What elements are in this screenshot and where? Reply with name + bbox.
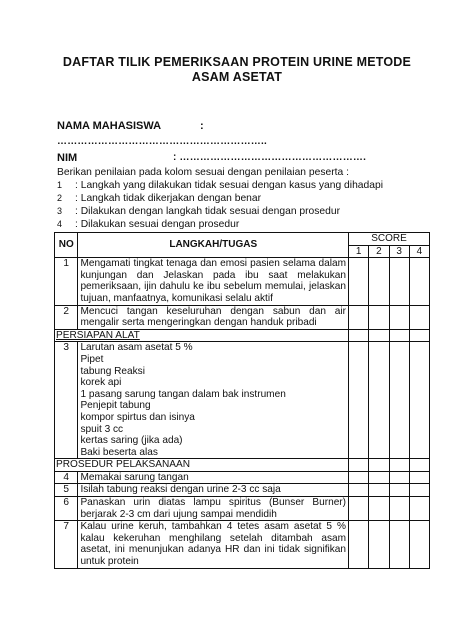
- score-cell[interactable]: [409, 484, 429, 497]
- score-cell[interactable]: [389, 258, 409, 305]
- nim-label: NIM: [57, 152, 78, 164]
- student-name-colon: :: [200, 120, 204, 132]
- row-step: [78, 342, 349, 459]
- row-number: 7: [55, 521, 78, 568]
- score-cell[interactable]: [389, 305, 409, 329]
- score-cell[interactable]: [389, 484, 409, 497]
- legend-text: : Langkah yang dilakukan tidak sesuai dengan kasus yang dihadapi: [75, 180, 383, 191]
- score-cell[interactable]: [369, 521, 389, 568]
- equipment-item: Larutan asam asetat 5 %: [80, 342, 193, 354]
- row-number: 2: [55, 305, 78, 329]
- legend-item: [57, 219, 239, 230]
- equipment-item: Penjepit tabung: [80, 400, 151, 412]
- row-number: 6: [55, 497, 78, 521]
- legend-text: : Dilakukan dengan langkah tidak sesuai dengan prosedur: [75, 206, 341, 217]
- score-column-2: 2: [369, 245, 389, 258]
- score-cell[interactable]: [389, 471, 409, 484]
- equipment-item: kompor spirtus dan isinya: [80, 411, 195, 423]
- score-cell[interactable]: [349, 258, 369, 305]
- score-cell[interactable]: [349, 484, 369, 497]
- score-cell[interactable]: [369, 305, 389, 329]
- score-cell[interactable]: [409, 471, 429, 484]
- score-column-1: 1: [349, 245, 369, 258]
- row-number: 1: [55, 258, 78, 305]
- score-cell[interactable]: [369, 497, 389, 521]
- score-cell[interactable]: [409, 497, 429, 521]
- row-step: Panaskan urin diatas lampu spiritus (Bunser Burner) berjarak 2-3 cm dari ujung sampai mendidih: [78, 497, 349, 521]
- equipment-item: tabung Reaksi: [80, 365, 145, 377]
- table-row: [55, 497, 430, 521]
- document-title-line-2: ASAM ASETAT: [191, 70, 283, 84]
- section-title-prosedur: PROSEDUR PELAKSANAAN: [55, 459, 349, 472]
- legend-text: : Dilakukan sesuai dengan prosedur: [75, 219, 240, 230]
- equipment-item: 1 pasang sarung tangan dalam bak instrumen: [80, 388, 286, 400]
- student-name-dots: ……………………………………………………..: [57, 136, 267, 147]
- score-cell[interactable]: [389, 521, 409, 568]
- score-cell[interactable]: [409, 342, 429, 459]
- row-step: Isilah tabung reaksi dengan urine 2-3 cc saja: [78, 484, 349, 497]
- legend-number: 3: [57, 206, 63, 216]
- row-number: 5: [55, 484, 78, 497]
- legend-item: [57, 180, 383, 191]
- row-step: Mencuci tangan keseluruhan dengan sabun dan air mengalir serta mengeringkan dengan handuk pribadi: [78, 305, 349, 329]
- equipment-item: spuit 3 cc: [80, 423, 124, 435]
- legend-text: : Langkah tidak dikerjakan dengan benar: [75, 193, 262, 204]
- table-row: [55, 471, 430, 484]
- score-cell[interactable]: [349, 521, 369, 568]
- checklist-table: [54, 232, 430, 569]
- row-number: 4: [55, 471, 78, 484]
- score-cell[interactable]: [409, 521, 429, 568]
- score-cell[interactable]: [349, 471, 369, 484]
- instructions-intro: Berikan penilaian pada kolom sesuai dengan penilaian peserta :: [57, 167, 349, 178]
- row-number: 3: [55, 342, 78, 459]
- table-row: [55, 521, 430, 568]
- score-cell[interactable]: [349, 497, 369, 521]
- section-row: [55, 329, 430, 342]
- score-cell[interactable]: [369, 258, 389, 305]
- legend-item: [57, 193, 261, 204]
- table-row: [55, 305, 430, 329]
- row-step: Kalau urine keruh, tambahkan 4 tetes asam asetat 5 % kalau kekeruhan menghilang setelah ditambah asam asetat, ini menunjukan adanya HR dan ini tidak signifikan untuk protein: [78, 521, 349, 568]
- legend-number: 2: [57, 193, 63, 203]
- score-cell[interactable]: [369, 484, 389, 497]
- equipment-item: Baki beserta alas: [80, 446, 158, 458]
- score-column-3: 3: [389, 245, 409, 258]
- row-step: Mengamati tingkat tenaga dan emosi pasien selama dalam kunjungan dan Jelaskan pada ibu saat melakukan pemeriksaan, ijin dahulu ke ibu sebelum memulai, jelaskan tujuan, manfaatnya, komunikasi selalu aktif: [78, 258, 349, 305]
- score-cell[interactable]: [349, 342, 369, 459]
- score-cell[interactable]: [369, 342, 389, 459]
- nim-value: : ……………………………………………….: [173, 152, 367, 163]
- equipment-item: kertas saring (jika ada): [80, 435, 183, 447]
- table-row: [55, 258, 430, 305]
- header-score: SCORE: [349, 233, 430, 246]
- header-no: NO: [55, 233, 78, 258]
- score-column-4: 4: [409, 245, 429, 258]
- legend-number: 4: [57, 219, 63, 229]
- score-cell[interactable]: [369, 471, 389, 484]
- legend-item: [57, 206, 340, 217]
- score-cell[interactable]: [389, 342, 409, 459]
- score-cell[interactable]: [389, 497, 409, 521]
- equipment-item: korek api: [80, 377, 122, 389]
- section-title-persiapan: PERSIAPAN ALAT: [55, 329, 349, 342]
- legend-number: 1: [57, 180, 63, 190]
- table-row: [55, 484, 430, 497]
- score-cell[interactable]: [409, 305, 429, 329]
- section-row: [55, 459, 430, 472]
- score-cell[interactable]: [349, 305, 369, 329]
- document-title-line-1: DAFTAR TILIK PEMERIKSAAN PROTEIN URINE METODE: [62, 55, 412, 69]
- student-name-label: NAMA MAHASISWA: [57, 120, 162, 132]
- table-row: [55, 342, 430, 459]
- header-step: LANGKAH/TUGAS: [78, 233, 349, 258]
- score-cell[interactable]: [409, 258, 429, 305]
- equipment-item: Pipet: [80, 353, 104, 365]
- row-step: Memakai sarung tangan: [78, 471, 349, 484]
